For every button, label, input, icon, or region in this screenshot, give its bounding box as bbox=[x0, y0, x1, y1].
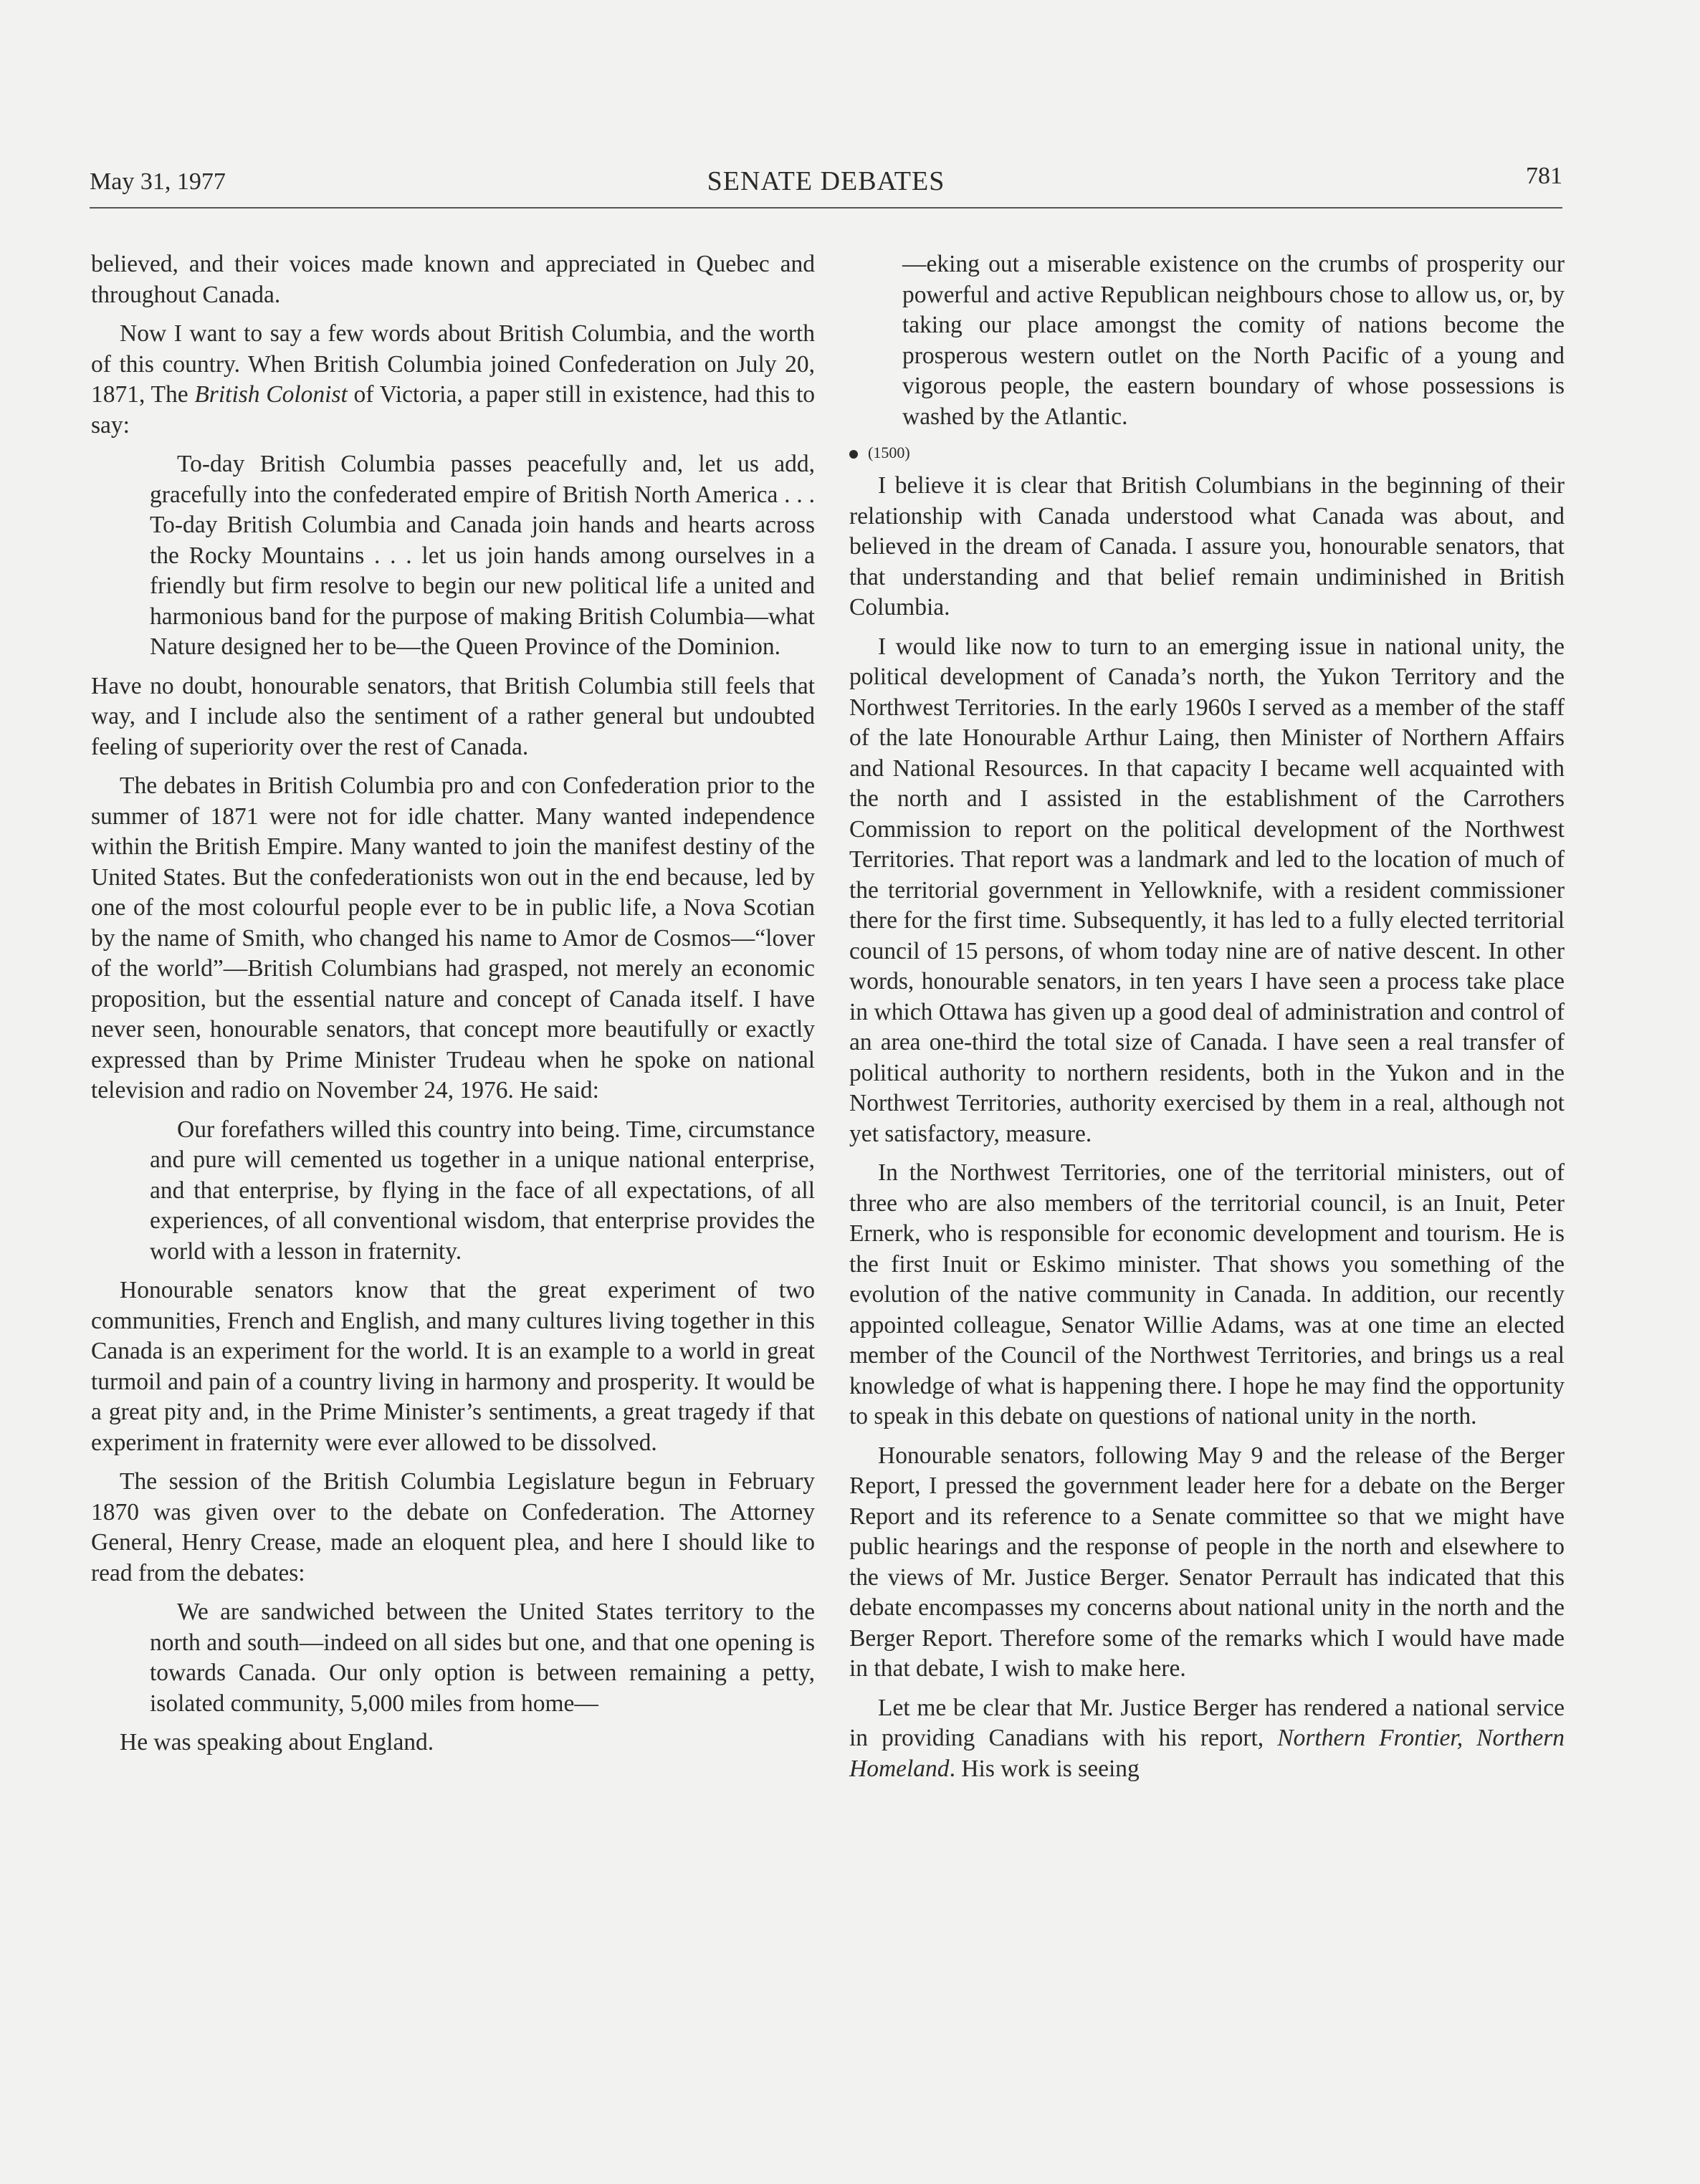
paragraph: Honourable senators know that the great experiment of two communities, French and English, and many cultures living together in this Canada is an experiment for the world. It is an example to a world in great turmoil and pain of a country living in harmony and prosperity. It would be a great pity and, in the Prime Minister’s sentiments, a great tragedy if that experiment in fraternity were ever allowed to be dissolved. bbox=[91, 1277, 815, 1456]
paragraph-text: of Victoria, a paper still in existence, had this to say: bbox=[91, 381, 815, 439]
paragraph-text: . His work is seeing bbox=[949, 1755, 1140, 1782]
block-quote: Our forefathers willed this country into being. Time, circumstance and pure will cemented us together in a unique national enterprise, and that enterprise, by flying in the face of all expectations, of all experiences, of all conventional wisdom, that enterprise provides the world with a lesson in fraternity. bbox=[150, 1116, 815, 1265]
right-column bbox=[849, 249, 1565, 1793]
paragraph bbox=[849, 1693, 1565, 1785]
paragraph bbox=[91, 319, 815, 441]
page-header bbox=[90, 161, 1562, 209]
paragraph: Honourable senators, following May 9 and the release of the Berger Report, I pressed the government leader here for a debate on the Berger Report and its reference to a Senate committee so that we might have public hearings and the response of people in the north and elsewhere to the views of Mr. Justice Berger. Senator Perrault has indicated that this debate encompasses my concerns about national unity in the north and the Berger Report. Therefore some of the remarks which I would have made in that debate, I wish to make here. bbox=[849, 1442, 1565, 1682]
left-column bbox=[91, 249, 815, 1767]
page-number: 781 bbox=[1526, 163, 1562, 189]
paragraph: He was speaking about England. bbox=[120, 1729, 434, 1756]
paragraph-text: Now I want to say a few words about British Columbia, and the worth of this country. When British Columbia joined Confederation on July 20, 1871, The bbox=[91, 320, 815, 408]
paragraph: The session of the British Columbia Legislature begun in February 1870 was given over to the debate on Confederation. The Attorney General, Henry Crease, made an eloquent plea, and here I should like to read from the debates: bbox=[91, 1468, 815, 1586]
paragraph: The debates in British Columbia pro and con Confederation prior to the summer of 1871 were not for idle chatter. Many wanted independence within the British Empire. Many wanted to join the manifest destiny of the United States. But the confederationists won out in the end because, led by one of the most colourful people ever to be in public life, a Nova Scotian by the name of Smith, who changed his name to Amor de Cosmos—“lover of the world”—British Columbians had grasped, not merely an economic proposition, but the essential nature and concept of Canada itself. I have never seen, honourable senators, that concept more beautifully or exactly expressed than by Prime Minister Trudeau when he spoke on national television and radio on November 24, 1976. He said: bbox=[91, 772, 815, 1103]
time-marker bbox=[849, 441, 1565, 465]
header-date: May 31, 1977 bbox=[90, 168, 226, 195]
block-quote-continued: —eking out a miserable existence on the crumbs of prosperity our powerful and active Republican neighbours chose to allow us, or, by taking our place amongst the comity of nations become the prosperous western outlet on the North Pacific of a young and vigorous people, the eastern boundary of whose possessions is washed by the Atlantic. bbox=[902, 251, 1565, 430]
paragraph: Have no doubt, honourable senators, that British Columbia still feels that way, and I include also the sentiment of a rather general but undoubted feeling of superiority over the rest of Canada. bbox=[91, 672, 815, 760]
paragraph: I believe it is clear that British Columbians in the beginning of their relationship with Canada understood what Canada was about, and believed in the dream of Canada. I assure you, honourable senators, that that understanding and that belief remain undiminished in British Columbia. bbox=[849, 472, 1565, 621]
header-title: SENATE DEBATES bbox=[707, 166, 945, 196]
paragraph-text: Let me be clear that Mr. Justice Berger has rendered a national service in providing Canadians with his report, bbox=[849, 1694, 1565, 1751]
paragraph: In the Northwest Territories, one of the territorial ministers, out of three who are also members of the territorial council, is an Inuit, Peter Ernerk, who is responsible for economic development and tourism. He is the first Inuit or Eskimo minister. That shows you something of the evolution of the native community in Canada. In addition, our recently appointed colleague, Senator Willie Adams, was at one time an elected member of the Council of the Northwest Territories, and brings us a real knowledge of what is happening there. I hope he may find the opportunity to speak in this debate on questions of national unity in the north. bbox=[849, 1159, 1565, 1429]
newspaper-title: British Colonist bbox=[194, 381, 348, 408]
block-quote: To-day British Columbia passes peacefully and, let us add, gracefully into the confederated empire of British North America . . . To-day British Columbia and Canada join hands and hearts across the Rocky Mountains . . . let us join hands among ourselves in a friendly but firm resolve to begin our new political life a united and harmonious band for the purpose of making British Columbia—what Nature designed her to be—the Queen Province of the Dominion. bbox=[150, 451, 815, 660]
paragraph: believed, and their voices made known and appreciated in Quebec and throughout Canada. bbox=[91, 251, 815, 308]
report-title: Northern Frontier, Northern Homeland bbox=[849, 1725, 1565, 1782]
time-marker-label: (1500) bbox=[868, 444, 910, 461]
paragraph: I would like now to turn to an emerging issue in national unity, the political development of Canada’s north, the Yukon Territory and the Northwest Territories. In the early 1960s I served as a member of the staff of the late Honourable Arthur Laing, then Minister of Northern Affairs and National Resources. In that capacity I became well acquainted with the north and I assisted in the establishment of the Carrothers Commission to report on the political development of the Northwest Territories. That report was a landmark and led to the location of much of the territorial government in Yellowknife, with a resident commissioner there for the first time. Subsequently, it has led to a fully elected territorial council of 15 persons, of whom today nine are of native descent. In other words, honourable senators, in ten years I have seen a process take place in which Ottawa has given up a good deal of administration and control of an area one-third the total size of Canada. I have seen a real transfer of political authority to northern residents, both in the Yukon and in the Northwest Territories, authority exercised by them in a real, although not yet satisfactory, measure. bbox=[849, 633, 1565, 1147]
block-quote: We are sandwiched between the United States territory to the north and south—indeed on all sides but one, and that one opening is towards Canada. Our only option is between remaining a petty, isolated community, 5,000 miles from home— bbox=[150, 1599, 815, 1717]
bullet-icon bbox=[849, 450, 858, 459]
